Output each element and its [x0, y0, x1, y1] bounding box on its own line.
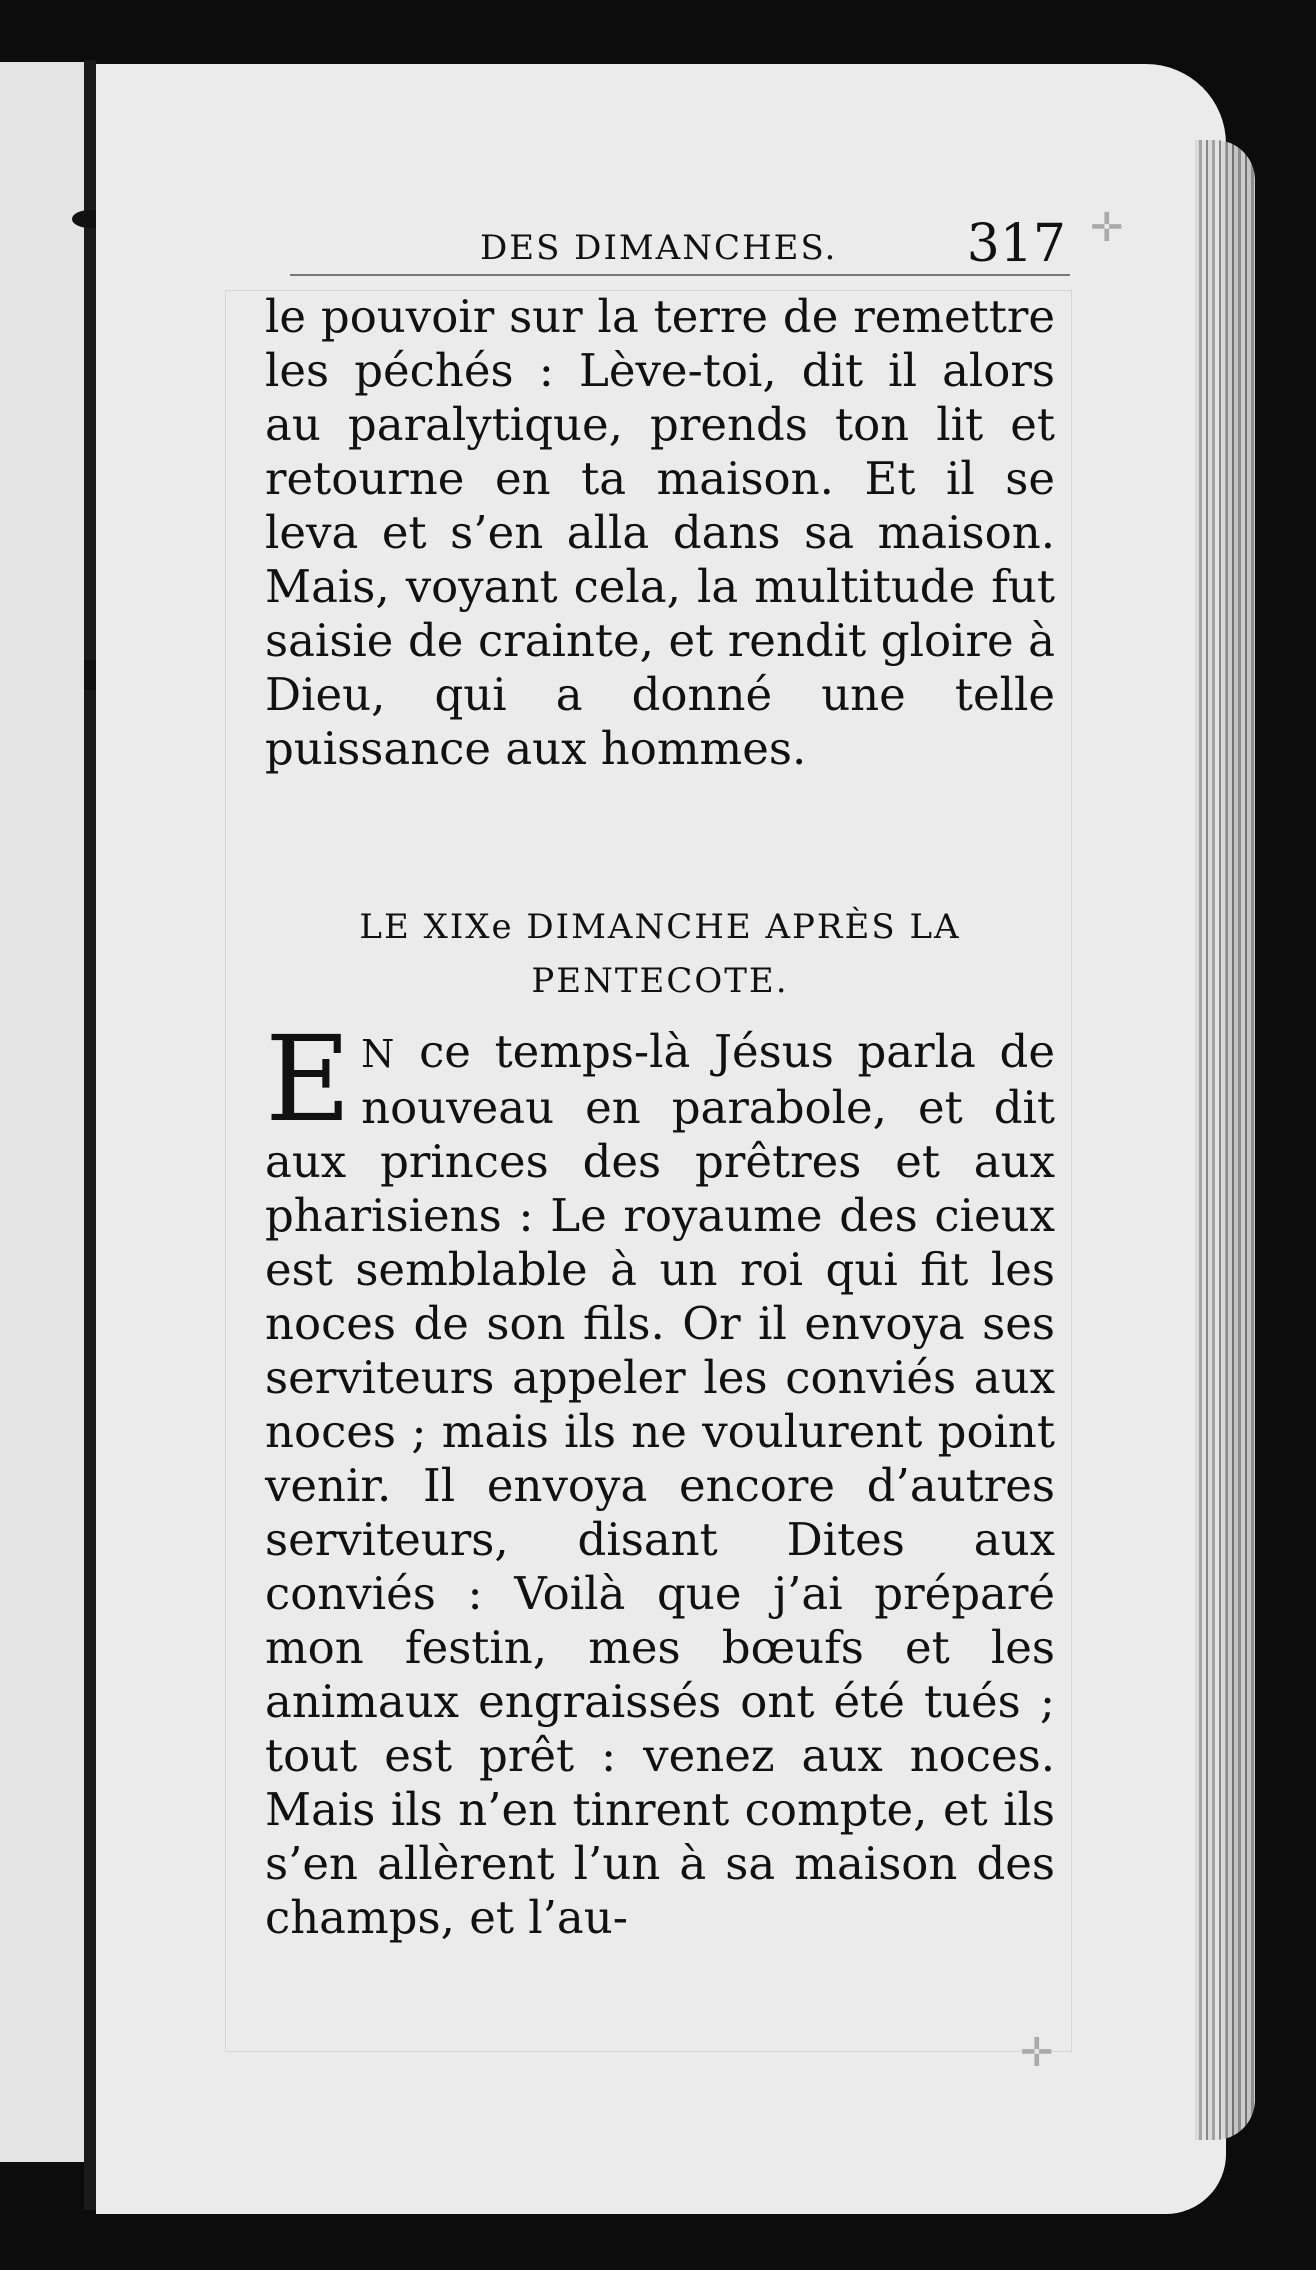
- page-header: [290, 210, 1070, 280]
- registration-mark-icon: ✛: [1090, 205, 1124, 251]
- drop-cap: E: [265, 1010, 352, 1148]
- paragraph-continued: le pouvoir sur la terre de remettre les péchés : Lève-toi, dit il alors au paralytique, prends ton lit et retourne en ta maison. Et il se leva et s’en alla dans sa maison. Mais, voyant cela, la multitude fut saisie de crainte, et rendit gloire à Dieu, qui a donné une telle puissance aux hommes.: [265, 290, 1055, 775]
- header-rule: [290, 274, 1070, 276]
- gospel-text: ce temps-là Jésus parla de nouveau en parabole, et dit aux princes des prêtres et aux pharisiens : Le royaume des cieux est semblable à un roi qui fit les noces de son fils. Or il envoya ses serviteurs appeler les conviés aux noces ; mais ils ne voulurent point venir. Il envoya encore d’autres serviteurs, disant Dites aux conviés : Voilà que j’ai préparé mon festin, mes bœufs et les animaux engraissés ont été tués ; tout est prêt : venez aux noces. Mais ils n’en tinrent compte, et ils s’en allèrent l’un à sa maison des champs, et l’au-: [265, 1025, 1055, 1944]
- book-gutter: [84, 60, 96, 2210]
- section-heading-line-1: LE XIXe DIMANCHE APRÈS LA: [359, 907, 961, 947]
- running-head: DES DIMANCHES.: [480, 228, 838, 268]
- gospel-paragraph: [265, 1010, 1055, 1945]
- previous-page-edge: [0, 62, 88, 2162]
- section-heading-line-2: PENTECOTE.: [531, 961, 789, 1001]
- registration-mark-icon: ✛: [1020, 2030, 1054, 2076]
- small-caps-letter: N: [361, 1032, 396, 1076]
- page-stack-edge: [1195, 140, 1255, 2140]
- page-number: 317: [966, 214, 1066, 274]
- section-heading: [265, 900, 1055, 1008]
